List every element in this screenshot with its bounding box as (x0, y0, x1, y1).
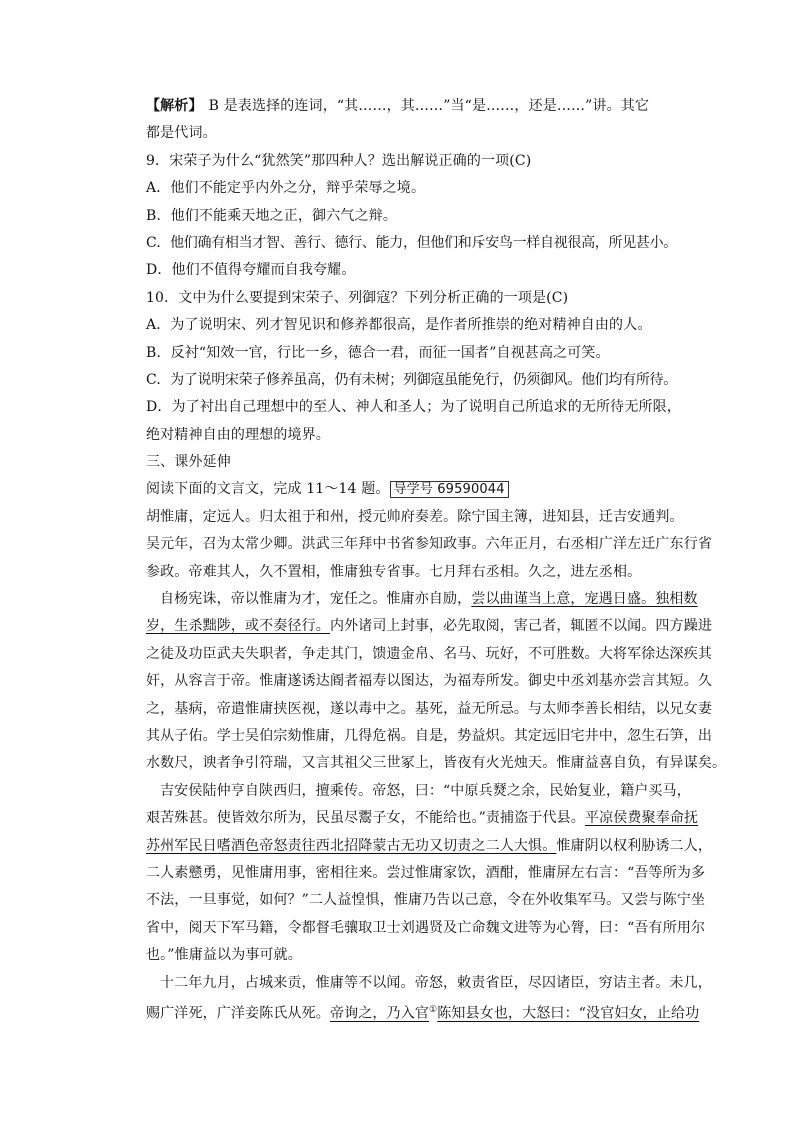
underlined-sentence: 陈知县女也，大怒曰：“没官妇女，止给功 (437, 1005, 700, 1022)
passage-p2-line-3: 之徒及功臣武夫失职者，争走其门，馈遗金帛、名马、玩好，不可胜数。大将军徐达深疾其 (146, 645, 712, 662)
passage-p3-text: 艰苦殊甚。使皆效尔所为，民虽尽鬻子女，不能给也。”责捕盗于代县。 (146, 810, 585, 827)
q9-option-c: C．他们确有相当才智、善行、德行、能力，但他们和斥安鸟一样自视很高，所见甚小。 (146, 234, 678, 251)
passage-p2-line-4: 奸，从容言于帝。惟庸遂诱达阍者福寿以图达，为福寿所发。御史中丞刘基亦尝言其短。久 (146, 673, 712, 690)
q10-option-a: A．为了说明宋、列才智见识和修养都很高，是作者所推崇的绝对精神自由的人。 (146, 317, 652, 334)
underlined-sentence: 尝以曲谨当上意，宠遇日盛。独相数 (471, 591, 698, 608)
passage-p2-text: 内外诸司上封事，必先取阅，害己者，辄匿不以闻。四方躁进 (329, 618, 713, 635)
passage-p2-line-6: 其从子佑。学士吴伯宗劾惟庸，几得危祸。自是，势益炽。其定远旧宅井中，忽生石笋，出 (146, 727, 712, 744)
q9-stem: 9．宋荣子为什么“犹然笑”那四种人？选出解说正确的一项(C) (146, 152, 532, 169)
q9-option-b: B．他们不能乘天地之正，御六气之辩。 (146, 207, 397, 224)
underlined-sentence: 平凉侯费聚奉命抚 (584, 810, 699, 827)
underlined-sentence: 苏州军民日嗜酒色帝怒责往西北招降蒙古无功又切责之二人大惧。 (146, 837, 557, 854)
passage-p3-line-6: 省中，阅天下军马籍，令都督毛骧取卫士刘遇贤及亡命魏文进等为心膂，曰：“吾有所用尔 (146, 919, 706, 936)
passage-p3-line-3 (146, 833, 713, 860)
reading-intro-text: 阅读下面的文言文，完成 11～14 题。 (146, 481, 390, 498)
passage-p3-line-2 (146, 805, 699, 832)
q10-option-d-1: D．为了衬出自己理想中的至人、神人和圣人；为了说明自己所追求的无所待无所限， (146, 399, 681, 416)
passage-p1-line-3: 参政。帝难其人，久不置相，惟庸独专省事。七月拜右丞相。久之，进左丞相。 (146, 563, 642, 580)
q10-option-d-2: 绝对精神自由的理想的境界。 (146, 426, 330, 443)
section-heading: 三、课外延伸 (146, 454, 231, 471)
passage-p3-line-7: 也。”惟庸益以为事可就。 (146, 947, 302, 964)
document-body (146, 93, 727, 1024)
analysis-line-2: 都是代词。 (146, 125, 217, 142)
passage-p1-line-2: 吴元年，召为太常少卿。洪武三年拜中书省参知政事。六年正月，右丞相广洋左迁广东行省 (146, 536, 712, 553)
q9-option-d: D．他们不值得夸耀而自我夸耀。 (146, 262, 356, 279)
underlined-sentence: 岁，生杀黜陟，或不奏径行。 (146, 618, 330, 635)
passage-p3-line-4: 二人素戆勇，见惟庸用事，密相往来。尝过惟庸家饮，酒酣，惟庸屏左右言：“吾等所为多 (146, 864, 706, 881)
q10-option-c: C．为了说明宋荣子修养虽高，仍有未树；列御寇虽能免行，仍须御风。他们均有所待。 (146, 371, 678, 388)
passage-p4-text: 赐广洋死，广洋妾陈氏从死。 (146, 1005, 330, 1022)
passage-p2-line-1 (146, 586, 698, 613)
passage-p2-line-5: 之，基病，帝遣惟庸挟医视，遂以毒中之。基死，益无所忌。与太师李善长相结，以兄女妻 (146, 700, 712, 717)
guide-code-box: 导学号 69590044 (390, 481, 509, 498)
passage-p4-line-1: 十二年九月，占城来贡，惟庸等不以闻。帝怒，敕责省臣，尽囚诸臣，穷诘主者。未几， (160, 974, 712, 991)
q10-stem: 10．文中为什么要提到宋荣子、列御寇？下列分析正确的一项是(C) (146, 289, 569, 306)
passage-p2-line-7: 水数尺，谀者争引符瑞，又言其祖父三世冢上，皆夜有火光烛天。惟庸益喜自负，有异谋矣。 (146, 755, 727, 772)
passage-p2-line-2 (146, 613, 713, 640)
footnote-marker: ① (429, 1004, 438, 1015)
passage-p4-line-2 (146, 997, 700, 1024)
analysis-text-1: B 是表选择的连词，“其……，其……”当“是……，还是……”讲。其它 (208, 98, 650, 114)
underlined-sentence: 帝询之，乃入官 (329, 1005, 430, 1022)
analysis-label: 【解析】 (146, 98, 203, 114)
passage-p3-line-1: 吉安侯陆仲亨自陕西归，擅乘传。帝怒，曰：“中原兵燹之余，民始复业，籍户买马， (160, 782, 691, 799)
passage-p3-line-5: 不法，一旦事觉，如何？”二人益惶惧，惟庸乃告以己意，令在外收集军马。又尝与陈宁坐 (146, 892, 706, 909)
reading-intro (146, 476, 676, 503)
passage-p2-text: 自杨宪诛，帝以惟庸为才，宠任之。惟庸亦自励， (160, 591, 472, 608)
passage-p1-line-1: 胡惟庸，定远人。归太祖于和州，授元帅府奏差。除宁国主簿，进知县，迁吉安通判。 (146, 508, 684, 525)
q10-option-b: B．反衬“知效一官，行比一乡，德合一君，而征一国者”自视甚高之可笑。 (146, 344, 610, 361)
q9-option-a: A．他们不能定乎内外之分，辩乎荣辱之境。 (146, 180, 426, 197)
passage-p3-text: 惟庸阴以权利胁诱二人， (556, 837, 713, 854)
analysis-line-1 (146, 93, 676, 120)
